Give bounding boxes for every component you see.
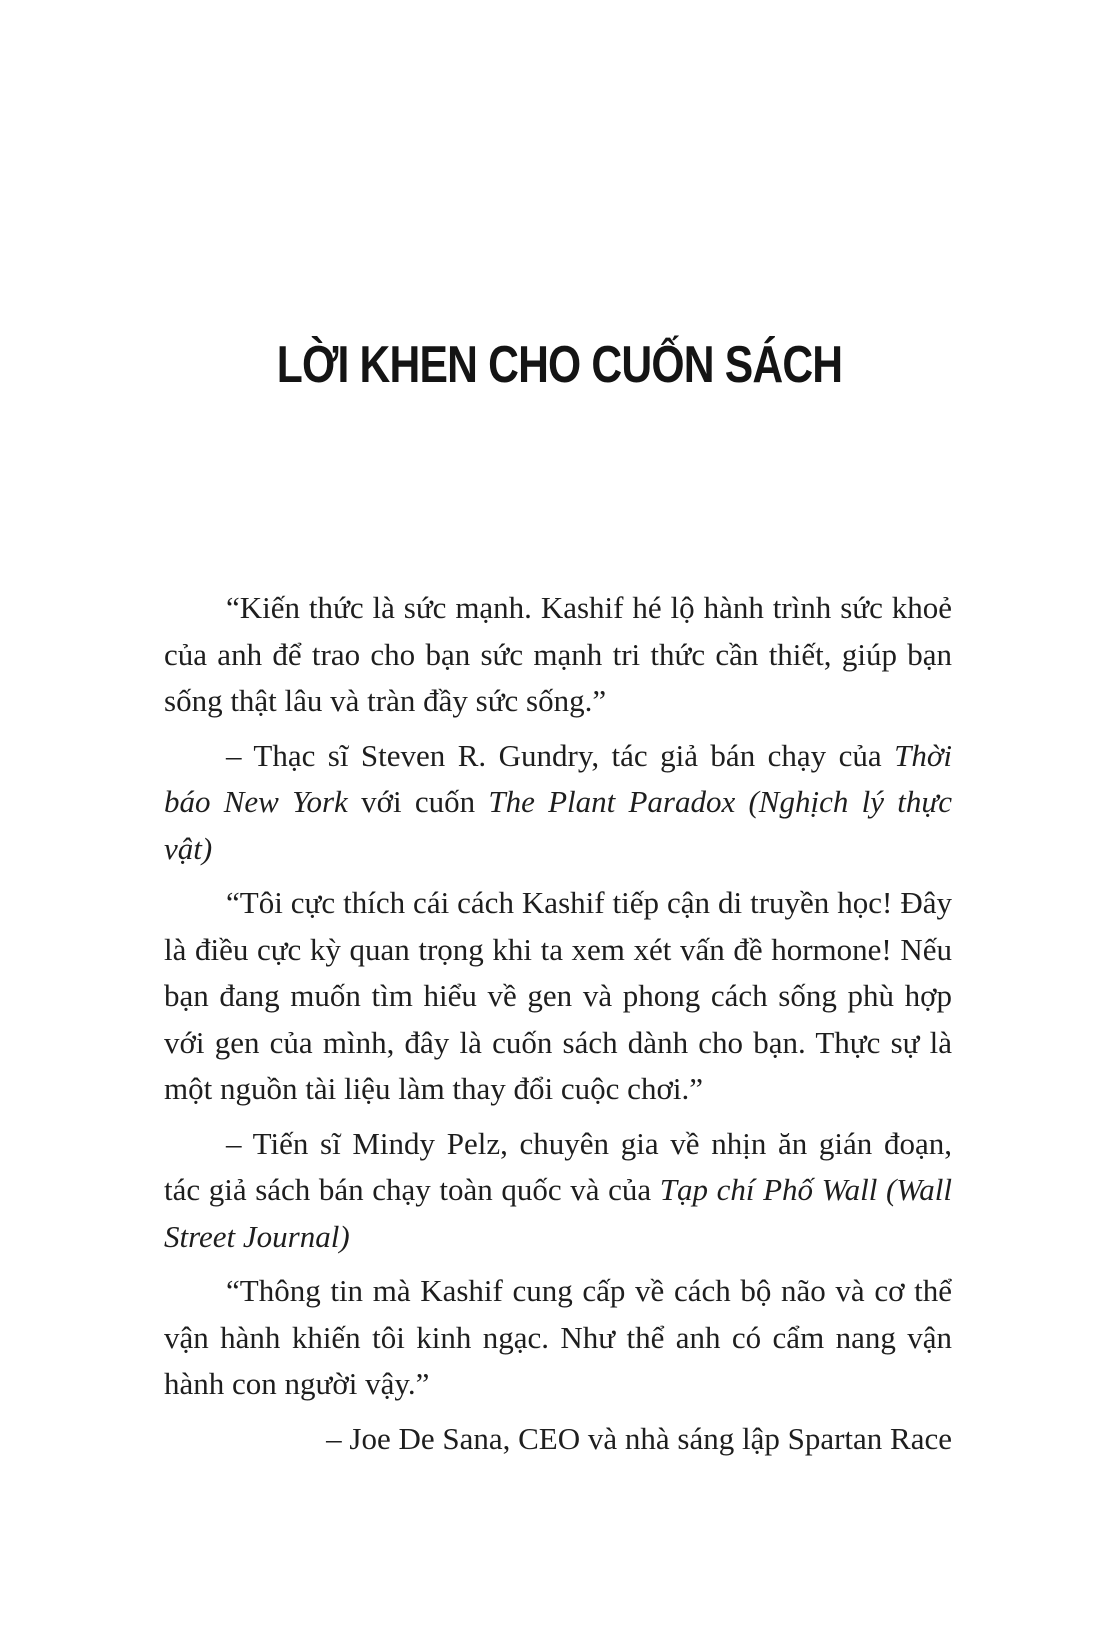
page-title: LỜI KHEN CHO CUỐN SÁCH: [276, 336, 843, 394]
publication-title: Thời báo New York: [164, 737, 952, 819]
praise-quote-2: “Tôi cực thích cái cách Kashif tiếp cận di truyền học! Đây là điều cực kỳ quan trọng khi ta xem xét vấn đề hormone! Nếu bạn đang muốn tìm hiểu về gen và phong cách sống phù hợp với gen của mình, đây là cuốn sách dành cho bạn. Thực sự là một nguồn tài liệu làm thay đổi cuộc chơi.”: [164, 885, 952, 1106]
publication-title: Tạp chí Phố Wall (Wall Street Journal): [164, 1172, 953, 1254]
attribution-text: – Joe De Sana, CEO và nhà sáng lập Spartan Race: [326, 1420, 952, 1456]
attribution-text: – Thạc sĩ Steven R. Gundry, tác giả bán chạy của: [226, 737, 895, 773]
praise-quote-3: “Thông tin mà Kashif cung cấp về cách bộ não và cơ thể vận hành khiến tôi kinh ngạc. Như thể anh có cẩm nang vận hành con người vậy.”: [164, 1273, 952, 1401]
attribution-text: với cuốn: [347, 784, 489, 819]
book-title: The Plant Paradox (Nghịch lý thực vật): [164, 784, 952, 866]
praise-quote-1: “Kiến thức là sức mạnh. Kashif hé lộ hành trình sức khoẻ của anh để trao cho bạn sức mạnh tri thức cần thiết, giúp bạn sống thật lâu và tràn đầy sức sống.”: [164, 590, 952, 718]
praise-attribution-2: [164, 1121, 952, 1261]
praise-attribution-1: [164, 733, 952, 873]
praise-section: [164, 585, 952, 1470]
praise-attribution-3: [164, 1416, 952, 1463]
attribution-text: – Tiến sĩ Mindy Pelz, chuyên gia về nhịn ăn gián đoạn, tác giả sách bán chạy toàn quốc và của: [164, 1125, 952, 1207]
